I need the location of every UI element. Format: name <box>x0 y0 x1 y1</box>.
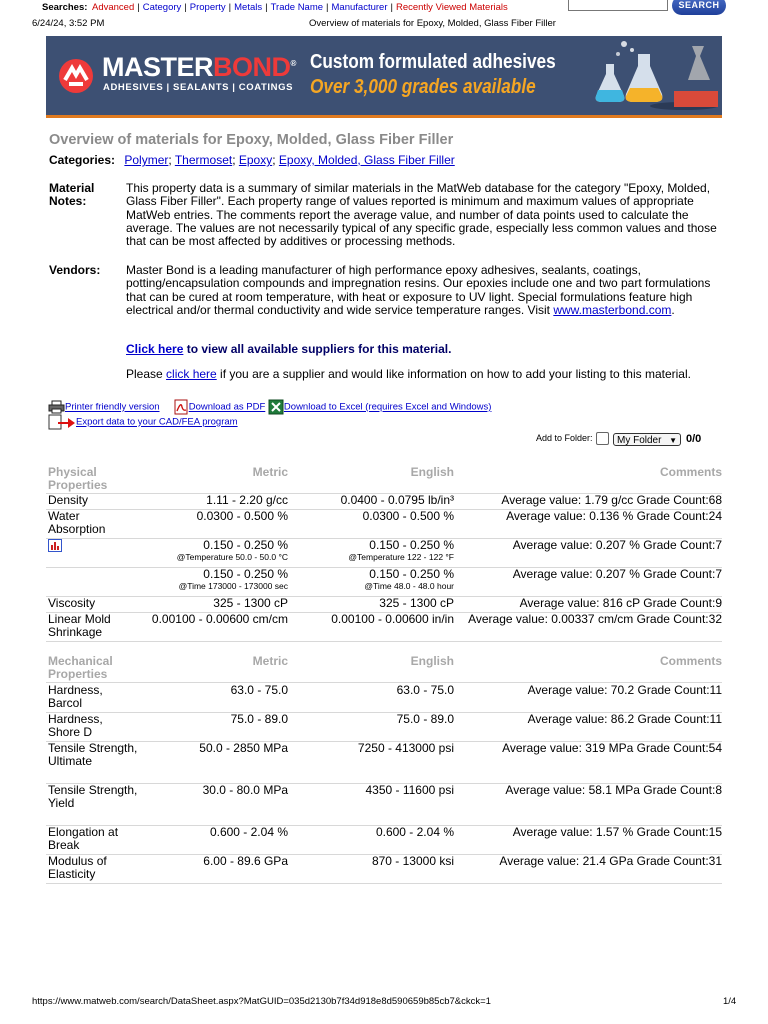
english-value: 4350 - 11600 psi <box>365 783 454 797</box>
header-metric: Metric <box>252 654 288 668</box>
table-row <box>46 568 722 597</box>
search-link-category[interactable]: Category <box>142 2 182 13</box>
masterbond-logo-icon <box>56 56 96 96</box>
comment-value: Average value: 0.207 % Grade Count:7 <box>512 567 722 581</box>
logo-subtitle: ADHESIVES | SEALANTS | COATINGS <box>103 82 294 93</box>
categories: Categories: Polymer; Thermoset; Epoxy; Epoxy, Molded, Glass Fiber Filler <box>49 153 455 167</box>
header-comments: Comments <box>659 465 722 479</box>
table-row <box>46 684 722 713</box>
english-value: 0.0300 - 0.500 % <box>362 509 454 523</box>
english-value: 325 - 1300 cP <box>379 596 454 610</box>
comment-value: Average value: 58.1 MPa Grade Count:8 <box>505 783 722 797</box>
comment-value: Average value: 1.79 g/cc Grade Count:68 <box>501 493 722 507</box>
metric-value: 63.0 - 75.0 <box>230 683 288 697</box>
property-name[interactable]: Viscosity <box>48 596 96 610</box>
property-name[interactable]: Linear Mold Shrinkage <box>48 612 111 639</box>
table-row <box>46 539 722 568</box>
metric-value: 75.0 - 89.0 <box>230 712 288 726</box>
category-link-epoxy-molded[interactable]: Epoxy, Molded, Glass Fiber Filler <box>278 153 455 167</box>
table-row <box>46 597 722 613</box>
cad-export-icon <box>48 414 76 430</box>
english-value: 0.600 - 2.04 % <box>375 825 454 839</box>
comment-value: Average value: 1.57 % Grade Count:15 <box>512 825 722 839</box>
excel-icon <box>268 399 284 415</box>
table-header <box>46 466 722 494</box>
cad-export-tool <box>48 414 238 430</box>
table-row <box>46 510 722 539</box>
search-links: Advanced | Category | Property | Metals | Trade Name | Manufacturer | Recently Viewed Materials <box>92 2 508 13</box>
comment-value: Average value: 319 MPa Grade Count:54 <box>502 741 722 755</box>
supplier-listing-link[interactable]: click here <box>166 367 217 381</box>
print-datetime: 6/24/24, 3:52 PM <box>32 18 105 29</box>
folder-select[interactable]: My Folder ▼ <box>613 433 681 446</box>
search-button[interactable]: SEARCH <box>672 0 726 15</box>
metric-value: 0.150 - 0.250 % @Temperature 50.0 - 50.0 °C <box>176 538 288 562</box>
table-row <box>46 742 722 784</box>
table-row <box>46 613 722 642</box>
metric-value: 325 - 1300 cP <box>213 596 288 610</box>
print-page-title: Overview of materials for Epoxy, Molded, Glass Fiber Filler <box>309 18 556 29</box>
comment-value: Average value: 86.2 Grade Count:11 <box>527 712 722 726</box>
header-metric: Metric <box>252 465 288 479</box>
english-value: 0.150 - 0.250 % @Time 48.0 - 48.0 hour <box>364 567 454 591</box>
metric-value: 0.00100 - 0.00600 cm/cm <box>151 612 288 626</box>
english-value: 7250 - 413000 psi <box>357 741 454 755</box>
download-excel-link[interactable]: Download to Excel (requires Excel and Windows) <box>283 401 492 413</box>
metric-value: 50.0 - 2850 MPa <box>199 741 288 755</box>
supplier-info-line: Please click here if you are a supplier and would like information on how to add your listing to this material. <box>126 367 691 381</box>
property-name[interactable]: Water Absorption <box>48 509 106 536</box>
search-link-metals[interactable]: Metals <box>234 2 263 13</box>
metric-value: 0.600 - 2.04 % <box>209 825 288 839</box>
suppliers-line: Click here to view all available suppliers for this material. <box>126 342 452 356</box>
view-suppliers-link[interactable]: Click here <box>126 342 184 356</box>
table-row <box>46 826 722 855</box>
comment-value: Average value: 70.2 Grade Count:11 <box>527 683 722 697</box>
masterbond-logo-text: MASTERBOND® <box>102 52 296 82</box>
export-cad-link[interactable]: Export data to your CAD/FEA program <box>76 416 238 428</box>
table-row <box>46 713 722 742</box>
search-link-advanced[interactable]: Advanced <box>92 2 135 13</box>
printer-friendly-link[interactable]: Printer friendly version <box>65 401 160 413</box>
table-row <box>46 494 722 510</box>
search-link-property[interactable]: Property <box>189 2 226 13</box>
footer-url: https://www.matweb.com/search/DataSheet.aspx?MatGUID=035d2130b7f34d918e8d590659b85cb7&ckck=1 <box>32 996 491 1007</box>
property-name[interactable]: Hardness, Barcol <box>48 683 103 710</box>
english-value: 870 - 13000 ksi <box>371 854 454 868</box>
masterbond-website-link[interactable]: www.masterbond.com <box>553 302 672 317</box>
comment-value: Average value: 0.00337 cm/cm Grade Count:32 <box>468 612 722 626</box>
metric-value: 30.0 - 80.0 MPa <box>202 783 288 797</box>
table-row <box>46 855 722 884</box>
search-bar <box>0 0 768 14</box>
banner-tagline-2: Over 3,000 grades available <box>310 76 536 98</box>
property-name[interactable]: Hardness, Shore D <box>48 712 103 739</box>
add-to-folder-checkbox[interactable] <box>596 432 609 445</box>
comment-value: Average value: 21.4 GPa Grade Count:31 <box>499 854 722 868</box>
comment-value: Average value: 0.207 % Grade Count:7 <box>512 538 722 552</box>
download-pdf-link[interactable]: Download as PDF <box>188 401 266 413</box>
metric-value: 0.150 - 0.250 % @Time 173000 - 173000 sec <box>178 567 288 591</box>
lab-glassware-icon <box>554 36 722 115</box>
category-link-thermoset[interactable]: Thermoset <box>174 153 233 167</box>
property-name[interactable]: Tensile Strength, Yield <box>48 783 138 810</box>
page-title: Overview of materials for Epoxy, Molded, Glass Fiber Filler <box>49 132 454 148</box>
masterbond-banner[interactable] <box>46 36 722 118</box>
english-value: 0.0400 - 0.0795 lb/in³ <box>340 493 454 507</box>
table-row <box>46 784 722 826</box>
chevron-down-icon: ▼ <box>669 436 677 445</box>
pdf-icon <box>173 399 189 415</box>
property-name[interactable]: Tensile Strength, Ultimate <box>48 741 138 768</box>
property-name[interactable]: Elongation at Break <box>48 825 119 852</box>
comment-value: Average value: 0.136 % Grade Count:24 <box>506 509 722 523</box>
english-value: 75.0 - 89.0 <box>396 712 454 726</box>
add-to-folder-label: Add to Folder: <box>536 433 593 443</box>
table-header <box>46 655 722 683</box>
vendors-text: Master Bond is a leading manufacturer of high performance epoxy adhesives, sealants, coatings, potting/encapsulation compounds and impregnation resins. Our epoxies include one and two part formulations that can be cured at room temperature, with heat or exposure to UV light. Special formulations feature high electrical and/or thermal conductivity and wide service temperature ranges. Visit www.masterbond.com. <box>126 263 711 317</box>
category-link-epoxy[interactable]: Epoxy <box>238 153 273 167</box>
category-link-polymer[interactable]: Polymer <box>124 153 169 167</box>
material-notes-label: Material Notes: <box>49 181 95 208</box>
material-notes-text: This property data is a summary of similar materials in the MatWeb database for the category "Epoxy, Molded, Glass Fiber Filler". Each property range of values reported is minimum and maximum values of appropriate MatWeb entries. The comments report the average value, and number of data points used to calculate the average. The values are not necessarily typical of any specific grade, especially less common values and those that can be most affected by additives or processing methods. <box>126 181 717 249</box>
search-link-recently-viewed[interactable]: Recently Viewed Materials <box>395 2 508 13</box>
searches-label: Searches: <box>42 2 88 13</box>
search-input[interactable] <box>568 0 668 11</box>
header-english: English <box>410 654 454 668</box>
english-value: 0.150 - 0.250 % @Temperature 122 - 122 °F <box>348 538 454 562</box>
search-link-trade-name[interactable]: Trade Name <box>270 2 324 13</box>
metric-value: 1.11 - 2.20 g/cc <box>206 493 288 507</box>
header-physical-properties: Physical Properties <box>48 465 108 492</box>
categories-label: Categories: <box>49 153 116 167</box>
folder-count: 0/0 <box>686 433 702 445</box>
english-value: 0.00100 - 0.00600 in/in <box>331 612 454 626</box>
header-comments: Comments <box>659 654 722 668</box>
metric-value: 0.0300 - 0.500 % <box>196 509 288 523</box>
chart-icon[interactable] <box>48 539 138 555</box>
comment-value: Average value: 816 cP Grade Count:9 <box>519 596 722 610</box>
property-name[interactable]: Modulus of Elasticity <box>48 854 107 881</box>
footer-page-number: 1/4 <box>723 996 737 1007</box>
search-link-manufacturer[interactable]: Manufacturer <box>331 2 388 13</box>
metric-value: 6.00 - 89.6 GPa <box>203 854 288 868</box>
banner-tagline-1: Custom formulated adhesives <box>310 51 556 73</box>
header-english: English <box>410 465 454 479</box>
header-mechanical-properties: Mechanical Properties <box>48 654 113 681</box>
english-value: 63.0 - 75.0 <box>396 683 454 697</box>
vendors-label: Vendors: <box>49 263 101 277</box>
property-name[interactable]: Density <box>48 493 89 507</box>
printer-icon <box>48 400 65 414</box>
download-tools <box>48 399 491 415</box>
